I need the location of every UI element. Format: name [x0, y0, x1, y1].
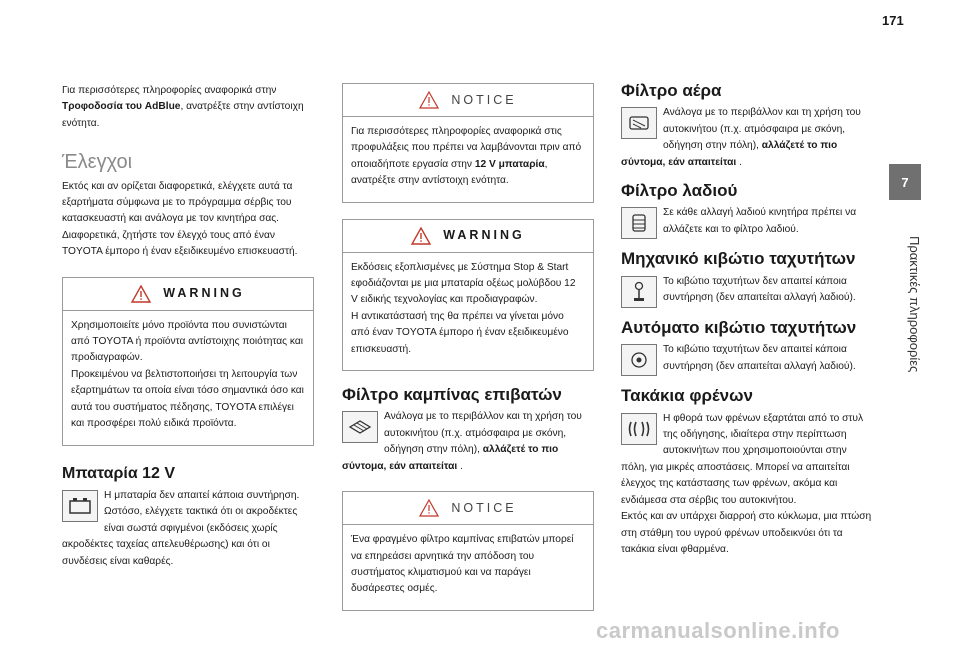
warning-text-2: Η αντικατάστασή της θα πρέπει να γίνεται μόνο από έναν TOYOTA έμπορο ή έναν εξειδικευμένο επισκευαστή.: [351, 310, 569, 355]
notice-text-battery: Για περισσότερες πληροφορίες αναφορικά στις προφυλάξεις που πρέπει να λαμβάνονται πριν από οποιαδήποτε εργασία στην 12 V μπαταρία, ανατρέξτε στην αντίστοιχη ενότητα.: [351, 126, 582, 187]
notice-icon: [419, 91, 439, 109]
warning-box-stopstart: [342, 219, 594, 371]
adblue-link-text: Τροφοδοσία του AdBlue: [62, 101, 181, 113]
auto-gearbox-heading: Αυτόματο κιβώτιο ταχυτήτων: [621, 317, 857, 337]
warning-text-2: Προκειμένου να βελτιστοποιήσει τη λειτουργία των εξαρτημάτων τα οποία είναι τόσο σημαντικά όσο και αυτά του συστήματος πέδησης, TOYOTA επιλέγει και προσφέρει πολύ ειδικά προϊόντα.: [71, 368, 304, 430]
column-middle: [342, 83, 594, 611]
brake-pads-heading: Τακάκια φρένων: [621, 386, 753, 406]
manual-gearbox-text: Το κιβώτιο ταχυτήτων δεν απαιτεί κάποια συντήρηση (δεν απαιτείται αλλαγή λαδιού).: [663, 275, 856, 304]
manual-gearbox-heading: Μηχανικό κιβώτιο ταχυτήτων: [621, 249, 856, 269]
checks-text: Εκτός και αν ορίζεται διαφορετικά, ελέγχετε αυτά τα εξαρτήματα σύμφωνα με το πρόγραμμα σέρβις του κατασκευαστή και ανάλογα με τον κινητήρα σας. Διαφορετικά, ζητήστε τον έλεγχό τους από έναν TOYOTA έμπορο ή έναν εξειδικευμένο επισκευαστή.: [62, 180, 298, 258]
notice-box-battery: [342, 83, 594, 203]
notice-text-cabin: Ένα φραγμένο φίλτρο καμπίνας επιβατών μπορεί να επηρεάσει αρνητικά την απόδοση του συστήματος κλιματισμού και να παράγει δυσάρεστες οσμές.: [351, 534, 574, 595]
air-filter-icon: [621, 107, 657, 139]
watermark: carmanualsonline.info: [596, 618, 840, 643]
column-left: [62, 83, 314, 570]
notice-box-cabin: [342, 491, 594, 611]
warning-icon: [131, 285, 151, 303]
notice-icon: [419, 499, 439, 517]
battery-text: Η μπαταρία δεν απαιτεί κάποια συντήρηση. Ωστόσο, ελέγχετε τακτικά ότι οι ακροδέκτες είναι σωστά σφιγμένοι (εκδόσεις χωρίς ακροδέκτες ταχείας απελευθέρωσης) και ότι οι συνδέσεις είναι καθαρές.: [62, 489, 300, 567]
oil-filter-icon: [621, 207, 657, 239]
notice-label: NOTICE: [451, 500, 517, 515]
chapter-title: Πρακτικές πληροφορίες: [907, 236, 922, 373]
auto-gearbox-icon: [621, 344, 657, 376]
warning-icon: [411, 227, 431, 245]
warning-box: [62, 277, 314, 446]
warning-text-1: Χρησιμοποιείτε μόνο προϊόντα που συνιστώνται από TOYOTA ή προϊόντα αντίστοιχης ποιότητας και προδιαγραφών.: [71, 319, 304, 364]
warning-text-1: Εκδόσεις εξοπλισμένες με Σύστημα Stop & Start εφοδιάζονται με μια μπαταρία οξέως μολύβδου 12 V ειδικής τεχνολογίας και προδιαγραφών.: [351, 261, 576, 306]
warning-label: WARNING: [443, 228, 525, 243]
brake-pads-text-2: Εκτός και αν υπάρχει διαρροή στο κύκλωμα, μια πτώση στη στάθμη του υγρού φρένων υποδεικνύει ότι τα τακάκια είναι φθαρμένα.: [621, 511, 872, 555]
column-right: [621, 83, 873, 558]
page-number: 171: [882, 13, 904, 28]
checks-heading: Έλεγχοι: [62, 151, 133, 174]
notice-label: NOTICE: [451, 92, 517, 107]
manual-gearbox-icon: [621, 276, 657, 308]
cabin-filter-icon: [342, 411, 378, 443]
auto-gearbox-text: Το κιβώτιο ταχυτήτων δεν απαιτεί κάποια συντήρηση (δεν απαιτείται αλλαγή λαδιού).: [663, 344, 856, 372]
cabin-filter-text: Ανάλογα με το περιβάλλον και τη χρήση του αυτοκινήτου (π.χ. ατμόσφαιρα με σκόνη, οδήγηση στην πόλη), αλλάζετέ το πιο σύντομα, εάν απαιτείται .: [342, 411, 582, 472]
brake-pads-text-1: Η φθορά των φρένων εξαρτάται από το στυλ της οδήγησης, ιδιαίτερα στην περίπτωση αυτοκινήτων που χρησιμοποιούνται στην πόλη, για μικρές αποστάσεις. Μπορεί να απαιτείται έλεγχος της κατάστασης των φρένων, ακόμα και ενδιάμεσα στα σέρβις του αυτοκινήτου.: [621, 412, 864, 506]
adblue-reference: Για περισσότερες πληροφορίες αναφορικά στην Τροφοδοσία του AdBlue, ανατρέξτε στην αντίστοιχη ενότητα.: [62, 85, 304, 129]
oil-filter-heading: Φίλτρο λαδιού: [621, 181, 738, 201]
brake-pads-icon: [621, 413, 657, 445]
oil-filter-text: Σε κάθε αλλαγή λαδιού κινητήρα πρέπει να αλλάζετε και το φίλτρο λαδιού.: [663, 207, 857, 235]
air-filter-text: Ανάλογα με το περιβάλλον και τη χρήση του αυτοκινήτου (π.χ. ατμόσφαιρα με σκόνη, οδήγηση στην πόλη), αλλάζετέ το πιο σύντομα, εάν απαιτείται .: [621, 107, 861, 168]
chapter-tab[interactable]: 7: [889, 164, 921, 200]
battery-icon: [62, 490, 98, 522]
cabin-filter-heading: Φίλτρο καμπίνας επιβατών: [342, 385, 562, 405]
battery-heading: Μπαταρία 12 V: [62, 464, 176, 482]
air-filter-heading: Φίλτρο αέρα: [621, 81, 722, 100]
warning-label: WARNING: [163, 286, 245, 301]
